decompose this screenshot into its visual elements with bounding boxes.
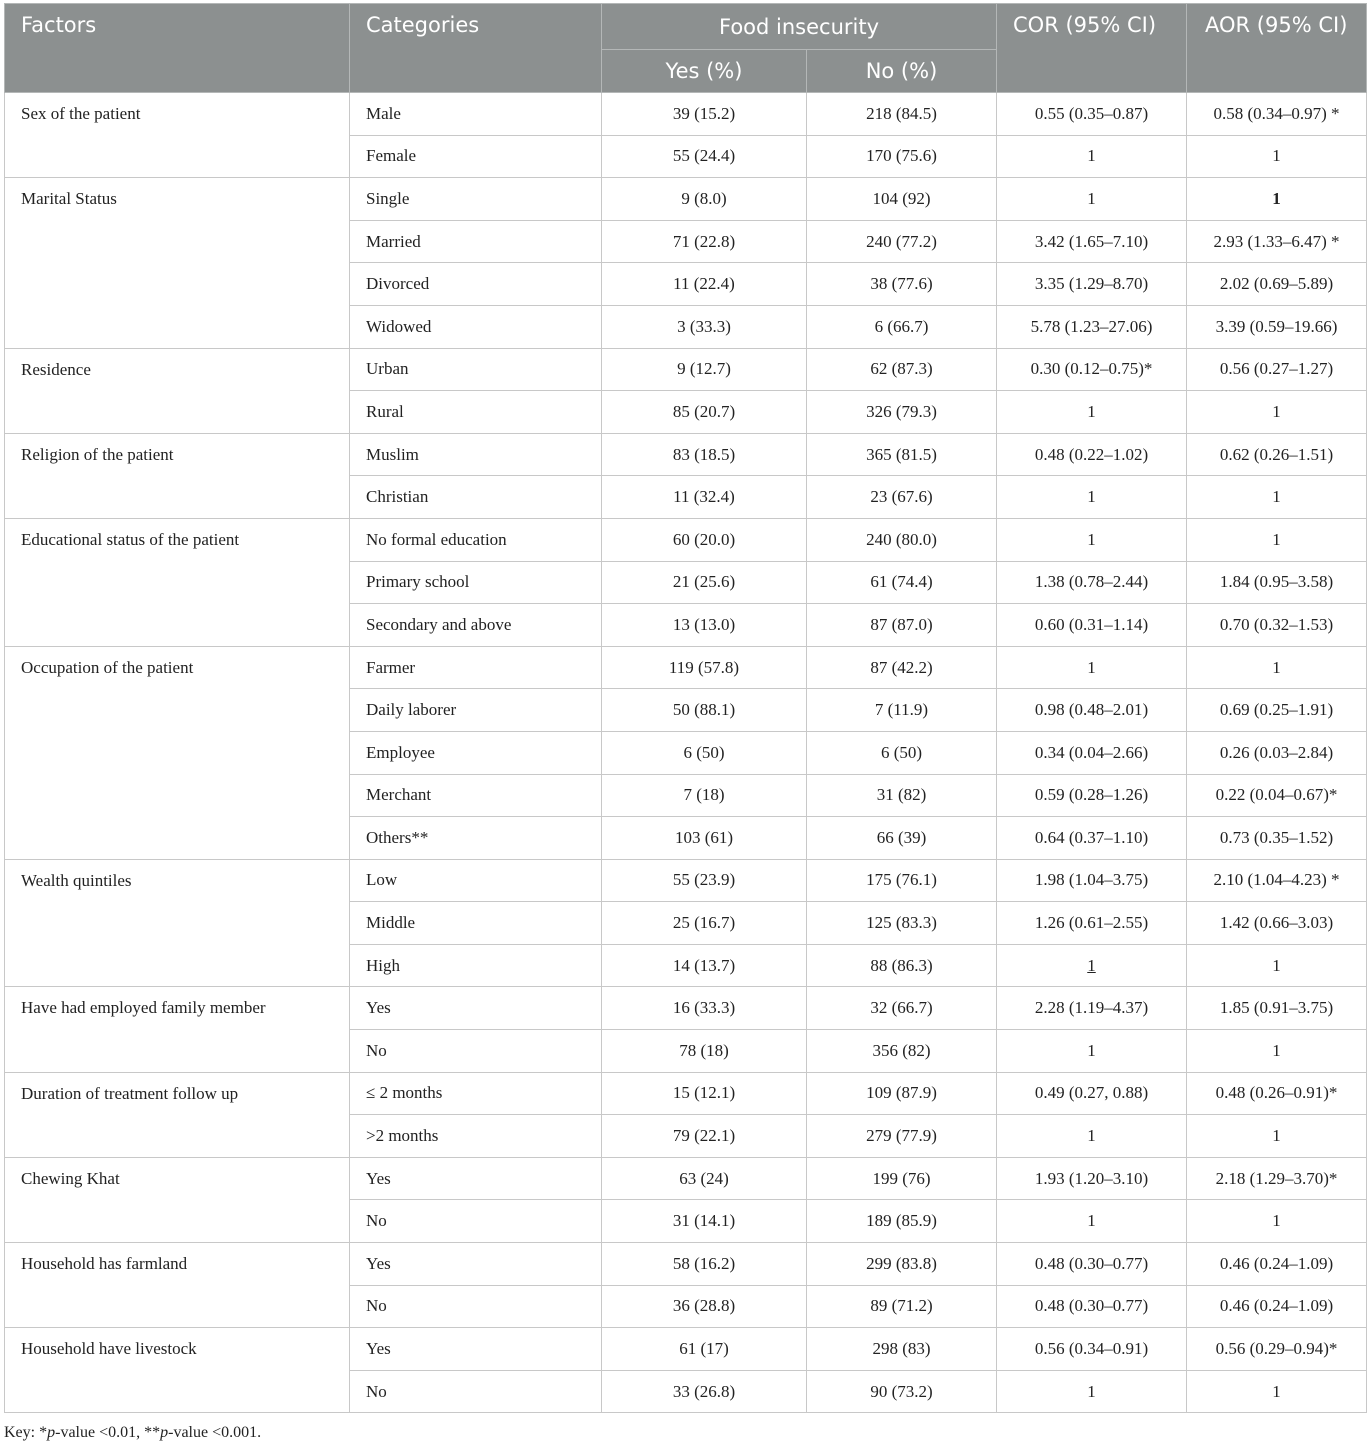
category-cell: Yes: [350, 1328, 602, 1371]
category-cell: No: [350, 1285, 602, 1328]
table-row: [5, 646, 1367, 689]
no-cell: 23 (67.6): [807, 476, 997, 519]
category-cell: Primary school: [350, 561, 602, 604]
category-cell: Married: [350, 220, 602, 263]
no-cell: 6 (66.7): [807, 305, 997, 348]
category-cell: Daily laborer: [350, 689, 602, 732]
yes-cell: 78 (18): [602, 1030, 807, 1073]
cor-cell: 0.30 (0.12–0.75)*: [997, 348, 1187, 391]
cor-cell: 3.35 (1.29–8.70): [997, 263, 1187, 306]
yes-cell: 60 (20.0): [602, 518, 807, 561]
cor-cell: 1: [997, 1030, 1187, 1073]
factor-cell: Chewing Khat: [5, 1157, 350, 1242]
no-cell: 88 (86.3): [807, 944, 997, 987]
no-cell: 87 (87.0): [807, 604, 997, 647]
table-body: [5, 93, 1367, 1413]
aor-cell: 3.39 (0.59–19.66): [1187, 305, 1367, 348]
header-factors: Factors: [5, 4, 350, 93]
no-cell: 299 (83.8): [807, 1243, 997, 1286]
no-cell: 87 (42.2): [807, 646, 997, 689]
cor-cell: 0.59 (0.28–1.26): [997, 774, 1187, 817]
cor-cell: 0.48 (0.30–0.77): [997, 1243, 1187, 1286]
aor-cell: 0.46 (0.24–1.09): [1187, 1243, 1367, 1286]
no-cell: 7 (11.9): [807, 689, 997, 732]
category-cell: Urban: [350, 348, 602, 391]
no-cell: 298 (83): [807, 1328, 997, 1371]
header-no: No (%): [807, 50, 997, 93]
cor-cell: 1.38 (0.78–2.44): [997, 561, 1187, 604]
footnote-p1: p: [47, 1424, 56, 1441]
no-cell: 199 (76): [807, 1157, 997, 1200]
no-cell: 175 (76.1): [807, 859, 997, 902]
yes-cell: 119 (57.8): [602, 646, 807, 689]
cor-cell: 3.42 (1.65–7.10): [997, 220, 1187, 263]
category-cell: Christian: [350, 476, 602, 519]
table-row: [5, 859, 1367, 902]
category-cell: Low: [350, 859, 602, 902]
category-cell: Widowed: [350, 305, 602, 348]
cor-cell: 0.49 (0.27, 0.88): [997, 1072, 1187, 1115]
yes-cell: 103 (61): [602, 817, 807, 860]
yes-cell: 11 (22.4): [602, 263, 807, 306]
category-cell: Male: [350, 93, 602, 136]
table-row: [5, 1072, 1367, 1115]
yes-cell: 16 (33.3): [602, 987, 807, 1030]
no-cell: 32 (66.7): [807, 987, 997, 1030]
aor-cell: 2.18 (1.29–3.70)*: [1187, 1157, 1367, 1200]
category-cell: Farmer: [350, 646, 602, 689]
category-cell: Middle: [350, 902, 602, 945]
no-cell: 240 (80.0): [807, 518, 997, 561]
cor-cell: 0.60 (0.31–1.14): [997, 604, 1187, 647]
cor-cell: 0.56 (0.34–0.91): [997, 1328, 1187, 1371]
cor-cell: 0.34 (0.04–2.66): [997, 731, 1187, 774]
no-cell: 365 (81.5): [807, 433, 997, 476]
factor-cell: Wealth quintiles: [5, 859, 350, 987]
no-cell: 356 (82): [807, 1030, 997, 1073]
yes-cell: 55 (24.4): [602, 135, 807, 178]
aor-cell: 1.84 (0.95–3.58): [1187, 561, 1367, 604]
no-cell: 38 (77.6): [807, 263, 997, 306]
category-cell: No formal education: [350, 518, 602, 561]
table-row: [5, 178, 1367, 221]
table-row: [5, 1243, 1367, 1286]
yes-cell: 83 (18.5): [602, 433, 807, 476]
table-row: [5, 348, 1367, 391]
category-cell: Divorced: [350, 263, 602, 306]
no-cell: 61 (74.4): [807, 561, 997, 604]
factor-cell: Religion of the patient: [5, 433, 350, 518]
category-cell: No: [350, 1030, 602, 1073]
cor-cell: 1: [997, 1115, 1187, 1158]
header-yes: Yes (%): [602, 50, 807, 93]
aor-cell: 1: [1187, 1030, 1367, 1073]
cor-cell: [997, 944, 1187, 987]
aor-cell: 2.93 (1.33–6.47) *: [1187, 220, 1367, 263]
no-cell: 125 (83.3): [807, 902, 997, 945]
category-cell: Female: [350, 135, 602, 178]
cor-value: 1: [1087, 955, 1096, 975]
factor-cell: Household has farmland: [5, 1243, 350, 1328]
cor-cell: 0.98 (0.48–2.01): [997, 689, 1187, 732]
aor-cell: 1: [1187, 646, 1367, 689]
factor-cell: Occupation of the patient: [5, 646, 350, 859]
table-row: [5, 93, 1367, 136]
no-cell: 279 (77.9): [807, 1115, 997, 1158]
aor-cell: 1.85 (0.91–3.75): [1187, 987, 1367, 1030]
category-cell: >2 months: [350, 1115, 602, 1158]
yes-cell: 63 (24): [602, 1157, 807, 1200]
cor-cell: 0.64 (0.37–1.10): [997, 817, 1187, 860]
aor-cell: 2.02 (0.69–5.89): [1187, 263, 1367, 306]
category-cell: Employee: [350, 731, 602, 774]
table-row: [5, 987, 1367, 1030]
no-cell: 31 (82): [807, 774, 997, 817]
footnote-key: Key: *: [4, 1424, 48, 1441]
factor-cell: Duration of treatment follow up: [5, 1072, 350, 1157]
yes-cell: 15 (12.1): [602, 1072, 807, 1115]
yes-cell: 11 (32.4): [602, 476, 807, 519]
yes-cell: 71 (22.8): [602, 220, 807, 263]
table-row: [5, 1328, 1367, 1371]
category-cell: High: [350, 944, 602, 987]
cor-cell: 1.98 (1.04–3.75): [997, 859, 1187, 902]
cor-cell: 1: [997, 646, 1187, 689]
yes-cell: 79 (22.1): [602, 1115, 807, 1158]
cor-cell: 1: [997, 1370, 1187, 1413]
category-cell: Yes: [350, 1157, 602, 1200]
table-row: [5, 518, 1367, 561]
footnote-end: -value <0.001.: [168, 1424, 262, 1441]
no-cell: 240 (77.2): [807, 220, 997, 263]
aor-cell: 0.48 (0.26–0.91)*: [1187, 1072, 1367, 1115]
yes-cell: 61 (17): [602, 1328, 807, 1371]
yes-cell: 9 (12.7): [602, 348, 807, 391]
category-cell: Yes: [350, 1243, 602, 1286]
yes-cell: 14 (13.7): [602, 944, 807, 987]
yes-cell: 58 (16.2): [602, 1243, 807, 1286]
yes-cell: 85 (20.7): [602, 391, 807, 434]
aor-cell: 0.56 (0.29–0.94)*: [1187, 1328, 1367, 1371]
cor-cell: 1: [997, 135, 1187, 178]
aor-cell: 1: [1187, 178, 1367, 221]
aor-cell: 0.70 (0.32–1.53): [1187, 604, 1367, 647]
cor-cell: 1.26 (0.61–2.55): [997, 902, 1187, 945]
yes-cell: 3 (33.3): [602, 305, 807, 348]
aor-cell: 1: [1187, 1115, 1367, 1158]
factor-cell: Have had employed family member: [5, 987, 350, 1072]
footnote-p2: p: [160, 1424, 169, 1441]
cor-cell: 1: [997, 1200, 1187, 1243]
aor-cell: 0.22 (0.04–0.67)*: [1187, 774, 1367, 817]
aor-cell: 1: [1187, 391, 1367, 434]
yes-cell: 50 (88.1): [602, 689, 807, 732]
no-cell: 218 (84.5): [807, 93, 997, 136]
cor-cell: 1: [997, 476, 1187, 519]
factor-cell: Marital Status: [5, 178, 350, 348]
aor-cell: 0.69 (0.25–1.91): [1187, 689, 1367, 732]
table-row: [5, 433, 1367, 476]
cor-cell: 1: [997, 391, 1187, 434]
aor-cell: 1.42 (0.66–3.03): [1187, 902, 1367, 945]
cor-cell: 1.93 (1.20–3.10): [997, 1157, 1187, 1200]
yes-cell: 36 (28.8): [602, 1285, 807, 1328]
factor-cell: Sex of the patient: [5, 93, 350, 178]
category-cell: Yes: [350, 987, 602, 1030]
aor-cell: 1: [1187, 476, 1367, 519]
footnote-mid: -value <0.01, **: [55, 1424, 161, 1441]
factor-cell: Household have livestock: [5, 1328, 350, 1413]
category-cell: Muslim: [350, 433, 602, 476]
no-cell: 189 (85.9): [807, 1200, 997, 1243]
factor-cell: Residence: [5, 348, 350, 433]
no-cell: 89 (71.2): [807, 1285, 997, 1328]
cor-cell: 0.55 (0.35–0.87): [997, 93, 1187, 136]
factor-cell: Educational status of the patient: [5, 518, 350, 646]
category-cell: Others**: [350, 817, 602, 860]
aor-cell: 0.62 (0.26–1.51): [1187, 433, 1367, 476]
aor-cell: 2.10 (1.04–4.23) *: [1187, 859, 1367, 902]
header-categories: Categories: [350, 4, 602, 93]
header-cor: COR (95% CI): [997, 4, 1187, 93]
no-cell: 6 (50): [807, 731, 997, 774]
cor-cell: 1: [997, 178, 1187, 221]
no-cell: 109 (87.9): [807, 1072, 997, 1115]
aor-cell: 1: [1187, 1200, 1367, 1243]
aor-cell: 0.46 (0.24–1.09): [1187, 1285, 1367, 1328]
yes-cell: 31 (14.1): [602, 1200, 807, 1243]
results-table: [4, 3, 1367, 1413]
cor-cell: 2.28 (1.19–4.37): [997, 987, 1187, 1030]
header-aor: AOR (95% CI): [1187, 4, 1367, 93]
category-cell: No: [350, 1200, 602, 1243]
aor-cell: 1: [1187, 135, 1367, 178]
footnote: [4, 1424, 261, 1442]
no-cell: 66 (39): [807, 817, 997, 860]
no-cell: 170 (75.6): [807, 135, 997, 178]
yes-cell: 25 (16.7): [602, 902, 807, 945]
yes-cell: 21 (25.6): [602, 561, 807, 604]
yes-cell: 7 (18): [602, 774, 807, 817]
yes-cell: 6 (50): [602, 731, 807, 774]
header-food-insecurity: Food insecurity: [602, 4, 997, 50]
aor-cell: 1: [1187, 1370, 1367, 1413]
no-cell: 62 (87.3): [807, 348, 997, 391]
aor-cell: 1: [1187, 518, 1367, 561]
yes-cell: 13 (13.0): [602, 604, 807, 647]
cor-cell: 0.48 (0.22–1.02): [997, 433, 1187, 476]
aor-cell: 1: [1187, 944, 1367, 987]
category-cell: Single: [350, 178, 602, 221]
yes-cell: 55 (23.9): [602, 859, 807, 902]
category-cell: Merchant: [350, 774, 602, 817]
category-cell: No: [350, 1370, 602, 1413]
category-cell: ≤ 2 months: [350, 1072, 602, 1115]
aor-cell: 0.56 (0.27–1.27): [1187, 348, 1367, 391]
yes-cell: 39 (15.2): [602, 93, 807, 136]
aor-cell: 0.58 (0.34–0.97) *: [1187, 93, 1367, 136]
cor-cell: 5.78 (1.23–27.06): [997, 305, 1187, 348]
category-cell: Secondary and above: [350, 604, 602, 647]
yes-cell: 33 (26.8): [602, 1370, 807, 1413]
no-cell: 326 (79.3): [807, 391, 997, 434]
no-cell: 104 (92): [807, 178, 997, 221]
no-cell: 90 (73.2): [807, 1370, 997, 1413]
aor-cell: 0.73 (0.35–1.52): [1187, 817, 1367, 860]
table-row: [5, 1157, 1367, 1200]
cor-cell: 1: [997, 518, 1187, 561]
category-cell: Rural: [350, 391, 602, 434]
cor-cell: 0.48 (0.30–0.77): [997, 1285, 1187, 1328]
yes-cell: 9 (8.0): [602, 178, 807, 221]
aor-cell: 0.26 (0.03–2.84): [1187, 731, 1367, 774]
